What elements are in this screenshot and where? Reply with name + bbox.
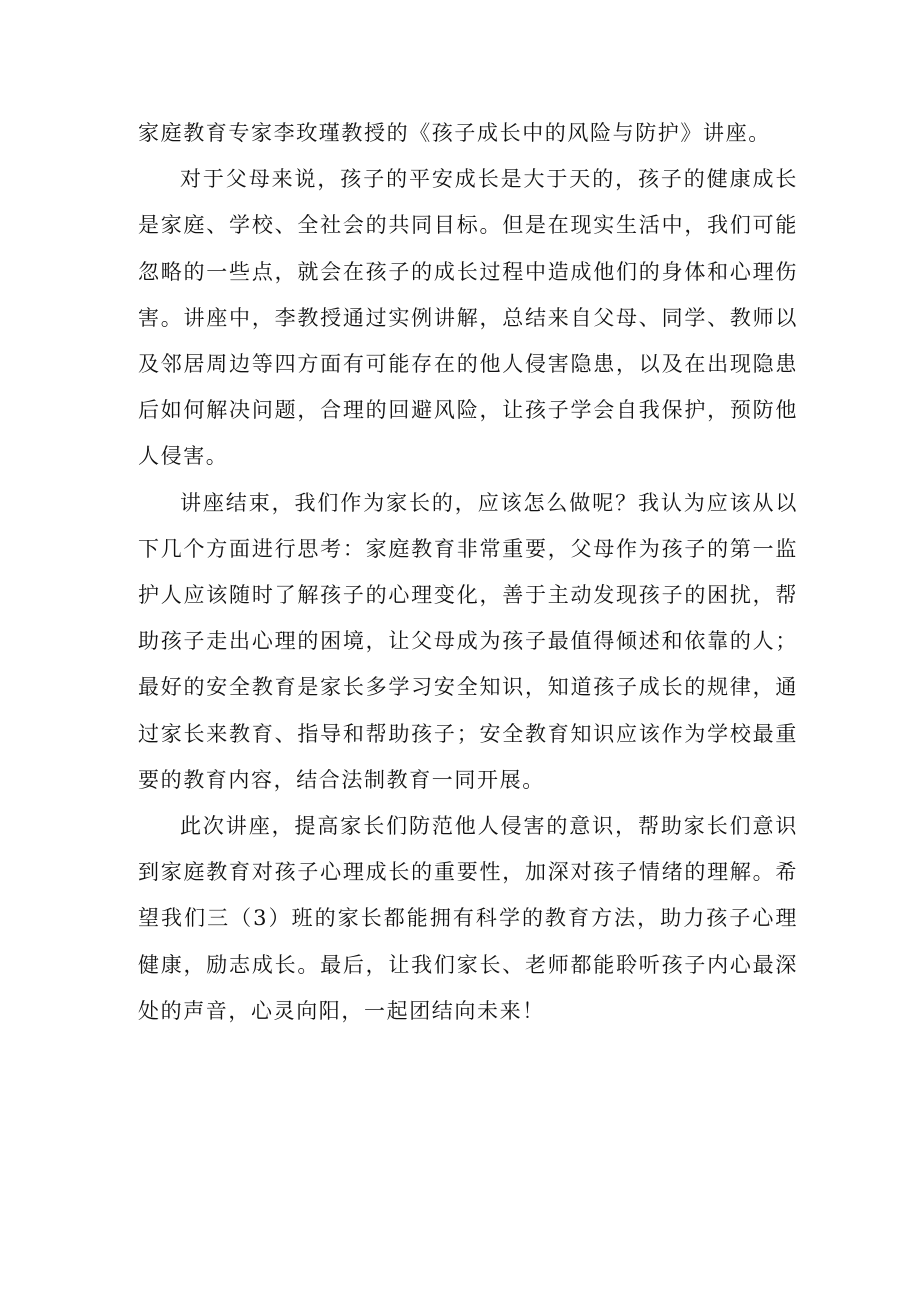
paragraph-conclusion: 此次讲座，提高家长们防范他人侵害的意识，帮助家长们意识到家庭教育对孩子心理成长的重要性，加深对孩子情绪的理解。希望我们三（3）班的家长都能拥有科学的教育方法，助力孩子心理健康，励志成长。最后，让我们家长、老师都能聆听孩子内心最深处的声音，心灵向阳，一起团结向未来！: [138, 814, 798, 1023]
document-body: [138, 110, 798, 1034]
paragraph-lecture-intro: 家庭教育专家李玫瑾教授的《孩子成长中的风险与防护》讲座。: [138, 121, 771, 145]
paragraph-parent-reflection: 讲座结束，我们作为家长的，应该怎么做呢？我认为应该从以下几个方面进行思考：家庭教育非常重要，父母作为孩子的第一监护人应该随时了解孩子的心理变化，善于主动发现孩子的困扰，帮助孩子走出心理的困境，让父母成为孩子最值得倾述和依靠的人；最好的安全教育是家长多学习安全知识，知道孩子成长的规律，通过家长来教育、指导和帮助孩子；安全教育知识应该作为学校最重要的教育内容，结合法制教育一同开展。: [138, 490, 798, 792]
paragraph-child-safety: 对于父母来说，孩子的平安成长是大于天的，孩子的健康成长是家庭、学校、全社会的共同目标。但是在现实生活中，我们可能忽略的一些点，就会在孩子的成长过程中造成他们的身体和心理伤害。讲座中，李教授通过实例讲解，总结来自父母、同学、教师以及邻居周边等四方面有可能存在的他人侵害隐患，以及在出现隐患后如何解决问题，合理的回避风险，让孩子学会自我保护，预防他人侵害。: [138, 167, 798, 469]
